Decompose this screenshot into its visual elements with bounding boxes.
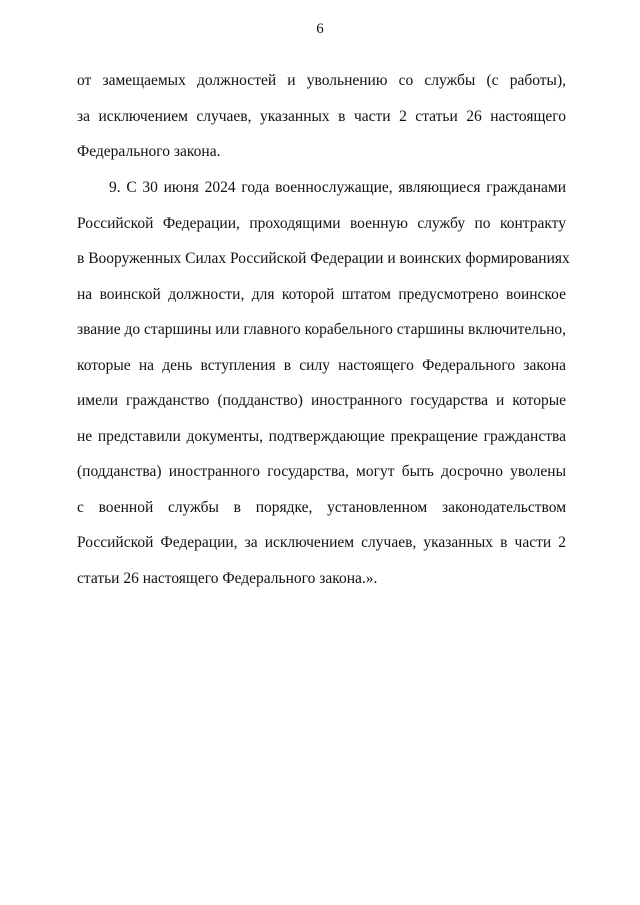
text-line: звание до старшины или главного корабельного старшины включительно, [77,321,567,338]
text-line: от замещаемых должностей и увольнению со службы (с работы), [77,72,566,89]
page-number: 6 [316,21,324,37]
text-line: Российской Федерации, проходящими военную службу по контракту [77,214,566,232]
text-line: которые на день вступления в силу настоящего Федерального закона [77,356,566,374]
text-line: Российской Федерации, за исключением случаев, указанных в части 2 [77,534,566,551]
continuation-paragraph [77,72,566,179]
text-line: статьи 26 настоящего Федерального закона.». [77,569,378,587]
text-line: на воинской должности, для которой штатом предусмотрено воинское [77,285,566,303]
paragraph-9 [77,179,570,605]
text-line: (подданства) иностранного государства, могут быть досрочно уволены [77,463,566,480]
text-line: не представили документы, подтверждающие прекращение гражданства [77,427,566,445]
text-line: Федерального закона. [77,143,221,160]
text-line: имели гражданство (подданство) иностранного государства и которые [77,392,566,409]
paragraph-first-line: 9. С 30 июня 2024 года военнослужащие, являющиеся гражданами [109,179,566,196]
text-line: с военной службы в порядке, установленном законодательством [77,498,566,516]
text-line: за исключением случаев, указанных в части 2 статьи 26 настоящего [77,107,566,125]
text-line: в Вооруженных Силах Российской Федерации и воинских формированиях [77,250,570,267]
